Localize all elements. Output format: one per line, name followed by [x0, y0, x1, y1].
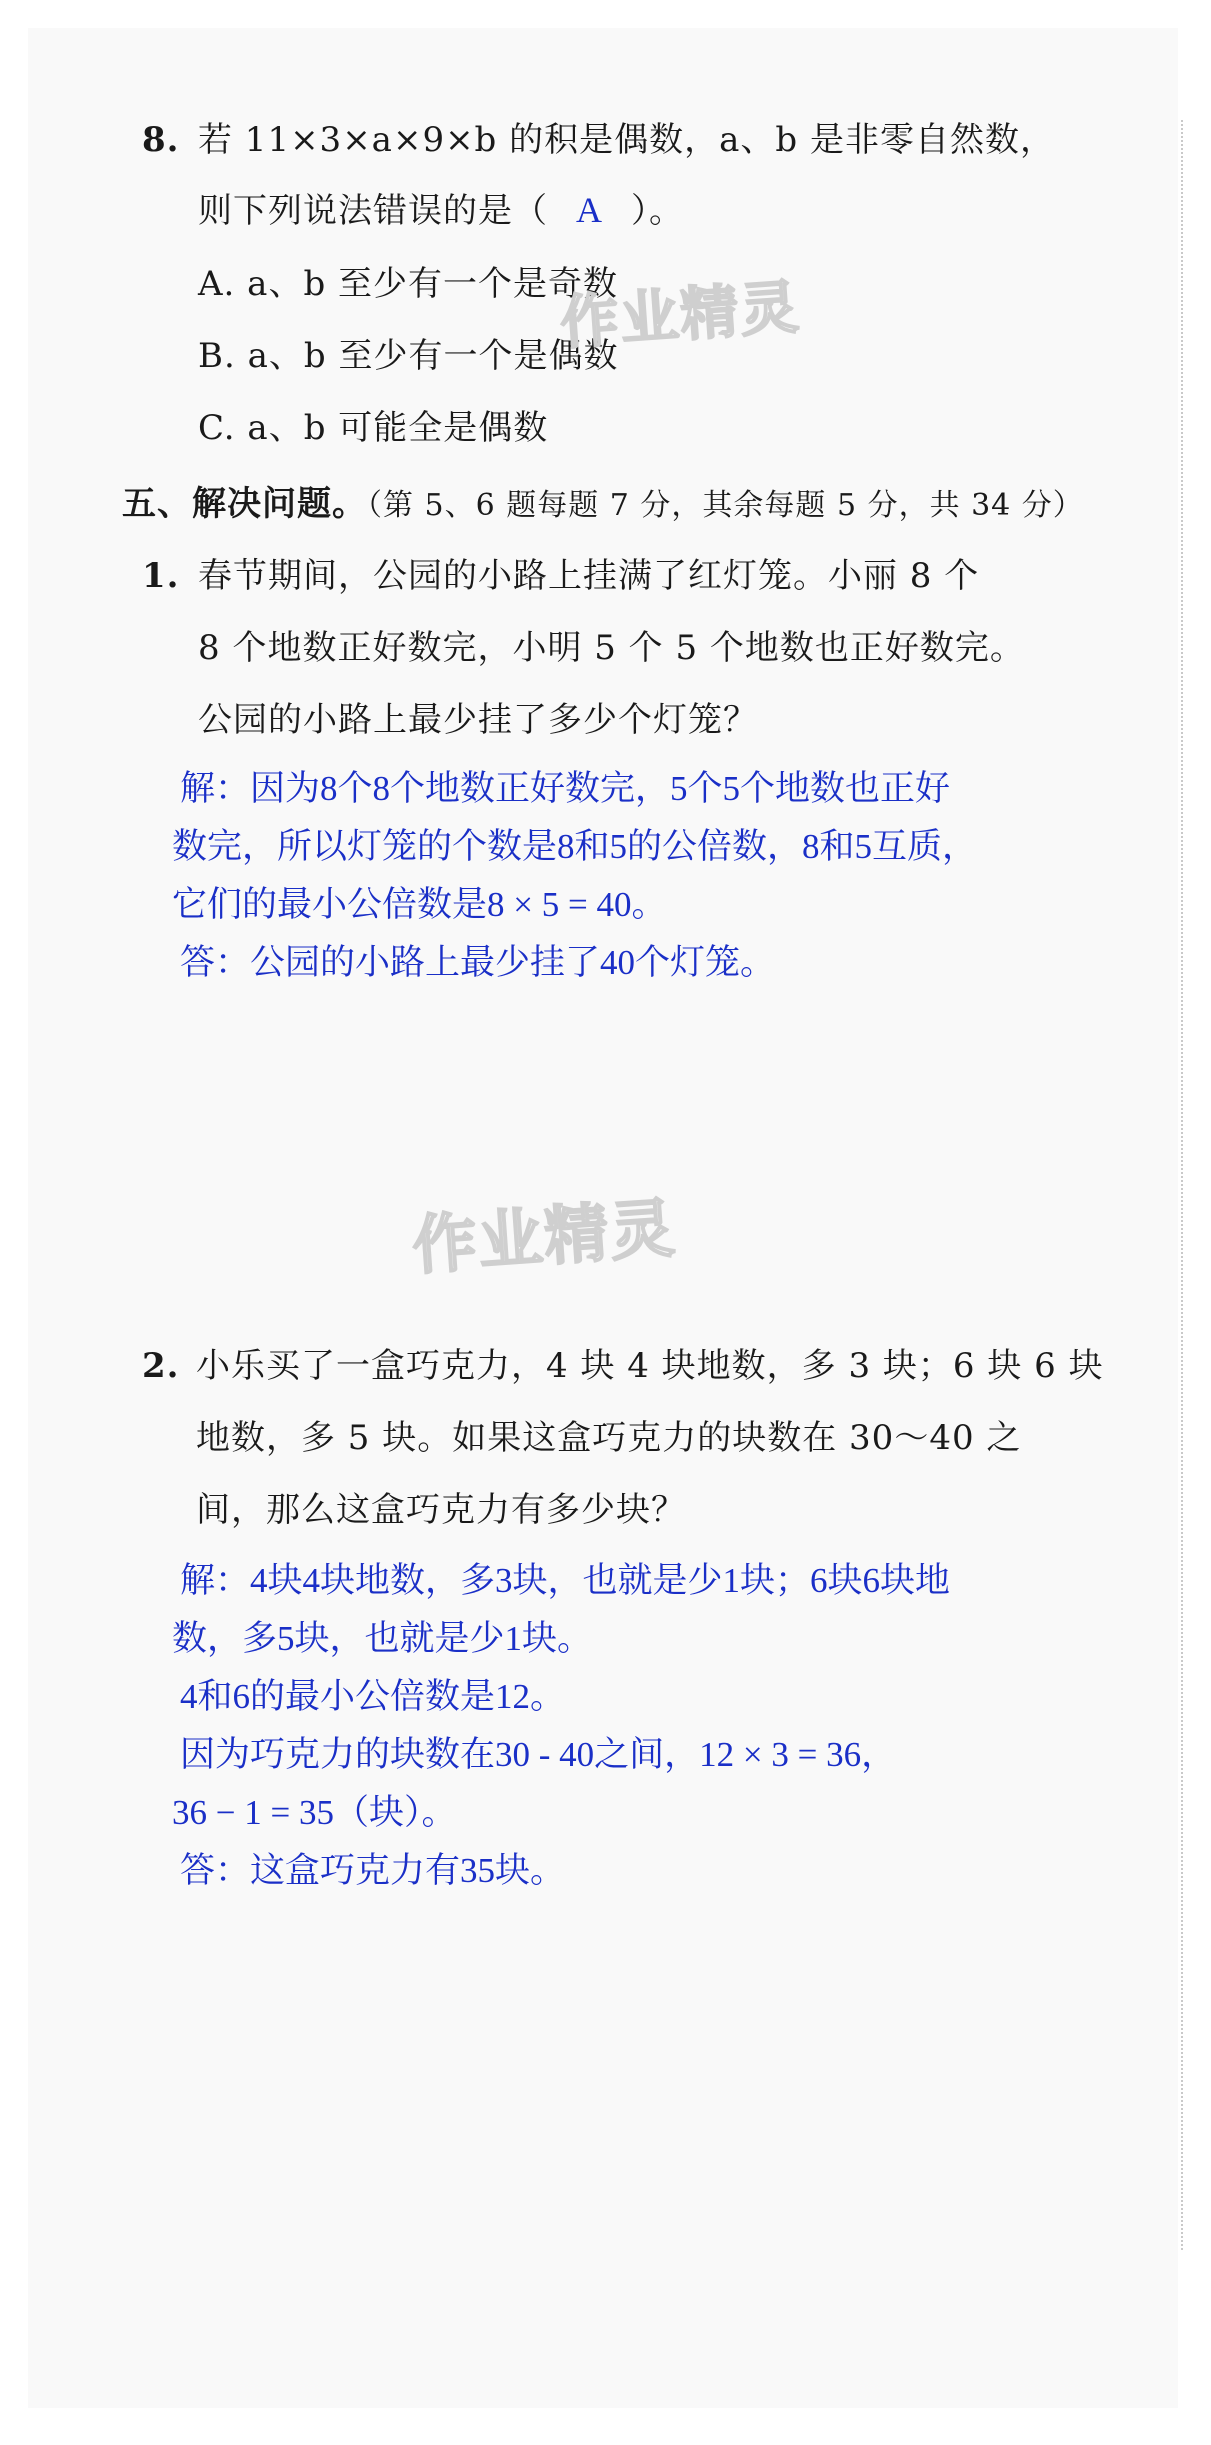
p2-number: 2.	[142, 1346, 180, 1386]
watermark-top-text: 作业精灵	[558, 272, 803, 358]
p1-stem-line1: 春节期间，公园的小路上挂满了红灯笼。小丽 8 个	[198, 556, 980, 596]
p1-solution-line2: 数完，所以灯笼的个数是8和5的公倍数，8和5互质，	[172, 827, 978, 866]
section-score-note: （第 5、6 题每题 7 分，其余每题 5 分，共 34 分）	[367, 488, 1084, 523]
q8-number: 8.	[142, 120, 180, 160]
q8-answer: A	[576, 190, 603, 230]
section-heading	[122, 482, 1084, 528]
watermark-top	[557, 260, 802, 361]
p2-solution-line5: 36 − 1 = 35（块）。	[172, 1793, 457, 1832]
p2-solution-line1: 解：4块4块地数，多3块，也就是少1块；6块6块地	[180, 1561, 951, 1600]
p2-stem-line1: 小乐买了一盒巧克力，4 块 4 块地数，多 3 块；6 块 6 块	[196, 1346, 1104, 1386]
p1-stem-line3: 公园的小路上最少挂了多少个灯笼？	[198, 700, 758, 740]
q8-stem-line2	[198, 188, 684, 233]
q8-stem-line1: 若 11×3×a×9×b 的积是偶数，a、b 是非零自然数，	[198, 120, 1055, 160]
p2-stem-line3: 间，那么这盒巧克力有多少块？	[196, 1490, 686, 1530]
q8-stem-suffix: ）。	[631, 191, 684, 231]
p1-solution-line3: 它们的最小公倍数是8 × 5 = 40。	[172, 885, 667, 924]
page-edge-divider	[1181, 120, 1183, 2250]
p1-number: 1.	[142, 556, 180, 596]
q8-option-b: B. a、b 至少有一个是偶数	[198, 336, 619, 376]
watermark-middle	[409, 1177, 679, 1287]
p2-solution-line2: 数，多5块，也就是少1块。	[172, 1619, 593, 1658]
p2-stem-line2: 地数，多 5 块。如果这盒巧克力的块数在 30～40 之	[196, 1418, 1022, 1458]
p1-answer-line: 答：公园的小路上最少挂了40个灯笼。	[180, 943, 776, 982]
p1-stem-line2: 8 个地数正好数完，小明 5 个 5 个地数也正好数完。	[198, 628, 1025, 668]
q8-option-c: C. a、b 可能全是偶数	[198, 408, 549, 448]
p1-solution-line1: 解：因为8个8个地数正好数完，5个5个地数也正好	[180, 769, 951, 808]
p2-solution-line4: 因为巧克力的块数在30 - 40之间，12 × 3 = 36，	[180, 1735, 897, 1774]
section-title: 五、解决问题。	[122, 484, 367, 524]
q8-stem-prefix: 则下列说法错误的是（	[198, 191, 548, 231]
watermark-middle-text: 作业精灵	[410, 1191, 679, 1285]
p2-answer-line: 答：这盒巧克力有35块。	[180, 1851, 566, 1890]
p2-solution-line3: 4和6的最小公倍数是12。	[180, 1677, 566, 1716]
q8-option-a: A. a、b 至少有一个是奇数	[198, 264, 619, 304]
